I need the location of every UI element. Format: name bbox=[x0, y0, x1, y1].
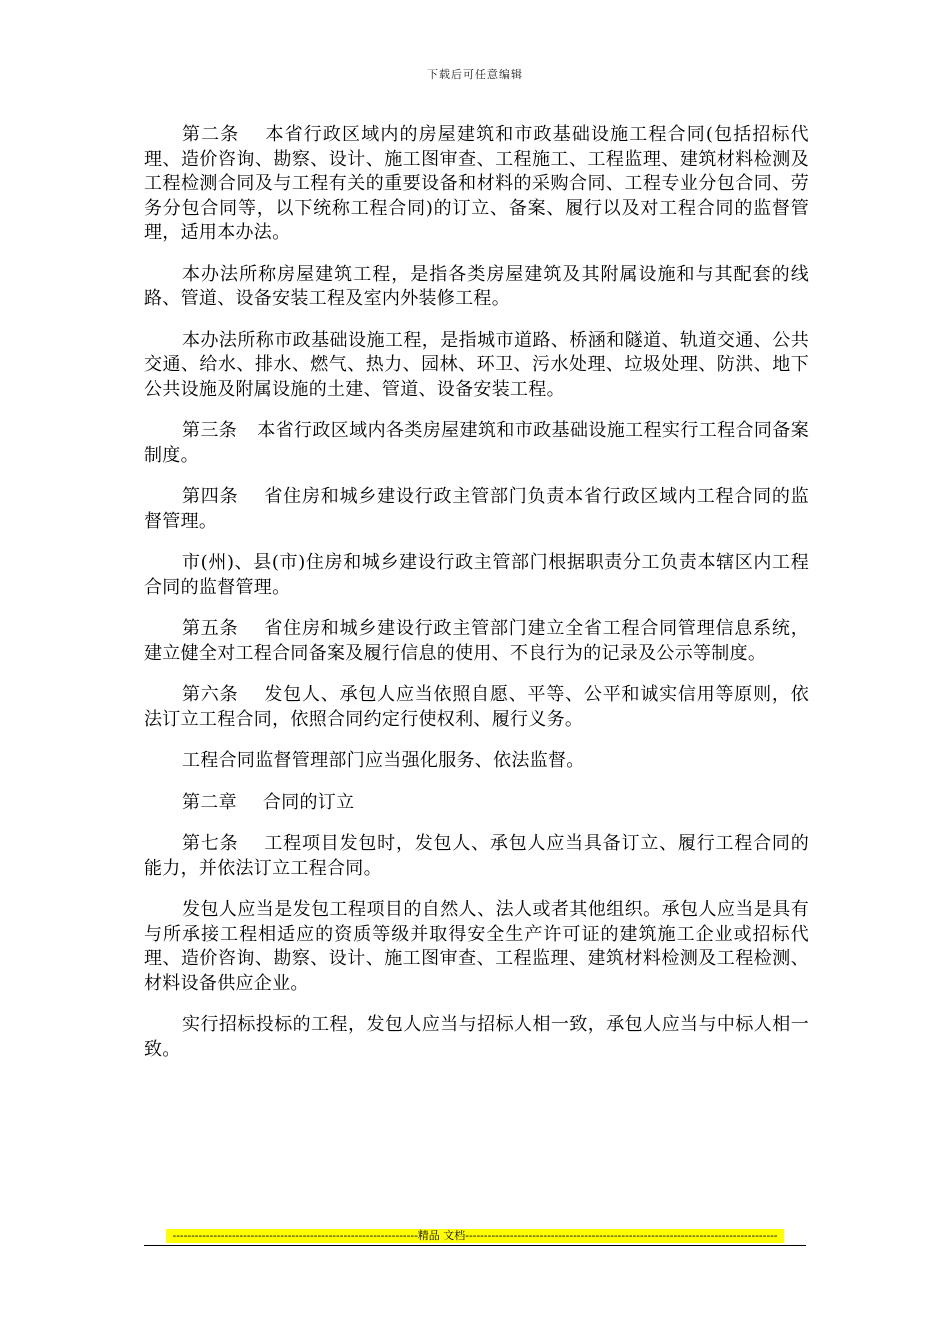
article-3 bbox=[144, 419, 809, 468]
article-label: 第七条 bbox=[182, 833, 239, 854]
article-text: 省住房和城乡建设行政主管部门负责本省行政区域内工程合同的监督管理。 bbox=[144, 486, 809, 532]
paragraph-text: 工程合同监督管理部门应当强化服务、依法监督。 bbox=[182, 750, 585, 771]
footer-rule bbox=[144, 1245, 806, 1246]
paragraph bbox=[144, 329, 809, 403]
page-header: 下载后可任意编辑 bbox=[427, 68, 523, 81]
footer-dashes-left: ------------------------------------------------------------------ bbox=[172, 1229, 418, 1242]
article-label: 第四条 bbox=[182, 486, 239, 507]
footer-text: 精品 文档 bbox=[417, 1229, 466, 1242]
paragraph-text: 市(州)、县(市)住房和城乡建设行政主管部门根据职责分工负责本辖区内工程合同的监督管理。 bbox=[144, 552, 809, 598]
article-label: 第二条 bbox=[182, 124, 240, 145]
footer-watermark-bar bbox=[166, 1229, 784, 1243]
paragraph bbox=[144, 263, 809, 312]
article-text: 本省行政区域内各类房屋建筑和市政基础设施工程实行工程合同备案制度。 bbox=[144, 420, 810, 466]
article-2 bbox=[144, 123, 809, 246]
article-4 bbox=[144, 485, 809, 534]
article-text: 本省行政区域内的房屋建筑和市政基础设施工程合同(包括招标代理、造价咨询、勘察、设计、施工图审查、工程施工、工程监理、建筑材料检测及工程检测合同及与工程有关的重要设备和材料的采购合同、工程专业分包合同、劳务分包合同等，以下统称工程合同)的订立、备案、履行以及对工程合同的监督管理，适用本办法。 bbox=[144, 124, 809, 243]
article-text: 发包人、承包人应当依照自愿、平等、公平和诚实信用等原则，依法订立工程合同，依照合同约定行使权利、履行义务。 bbox=[144, 684, 809, 730]
paragraph bbox=[144, 898, 809, 996]
paragraph bbox=[144, 551, 809, 600]
chapter-2-heading bbox=[144, 791, 809, 816]
document-body bbox=[144, 123, 809, 1079]
article-5 bbox=[144, 617, 809, 666]
article-6 bbox=[144, 683, 809, 732]
article-text: 省住房和城乡建设行政主管部门建立全省工程合同管理信息系统，建立健全对工程合同备案及履行信息的使用、不良行为的记录及公示等制度。 bbox=[144, 618, 809, 664]
footer-dashes-right: ------------------------------------------------------------------------------------ bbox=[465, 1229, 778, 1242]
paragraph bbox=[144, 749, 809, 774]
paragraph-text: 本办法所称市政基础设施工程，是指城市道路、桥涵和隧道、轨道交通、公共交通、给水、排水、燃气、热力、园林、环卫、污水处理、垃圾处理、防洪、地下公共设施及附属设施的土建、管道、设备安装工程。 bbox=[144, 329, 809, 400]
article-label: 第五条 bbox=[182, 618, 239, 639]
paragraph-text: 本办法所称房屋建筑工程，是指各类房屋建筑及其附属设施和与其配套的线路、管道、设备安装工程及室内外装修工程。 bbox=[144, 263, 809, 309]
paragraph-text: 发包人应当是发包工程项目的自然人、法人或者其他组织。承包人应当是具有与所承接工程相适应的资质等级并取得安全生产许可证的建筑施工企业或招标代理、造价咨询、勘察、设计、施工图审查、工程监理、建筑材料检测及工程检测、材料设备供应企业。 bbox=[144, 899, 809, 994]
article-7 bbox=[144, 832, 809, 881]
article-label: 第六条 bbox=[182, 684, 239, 705]
article-label: 第三条 bbox=[182, 420, 238, 441]
paragraph bbox=[144, 1013, 809, 1062]
paragraph-text: 实行招标投标的工程，发包人应当与招标人相一致，承包人应当与中标人相一致。 bbox=[144, 1014, 809, 1060]
article-text: 工程项目发包时，发包人、承包人应当具备订立、履行工程合同的能力，并依法订立工程合同。 bbox=[144, 833, 809, 879]
chapter-title: 合同的订立 bbox=[262, 791, 355, 813]
chapter-label: 第二章 bbox=[182, 791, 237, 813]
